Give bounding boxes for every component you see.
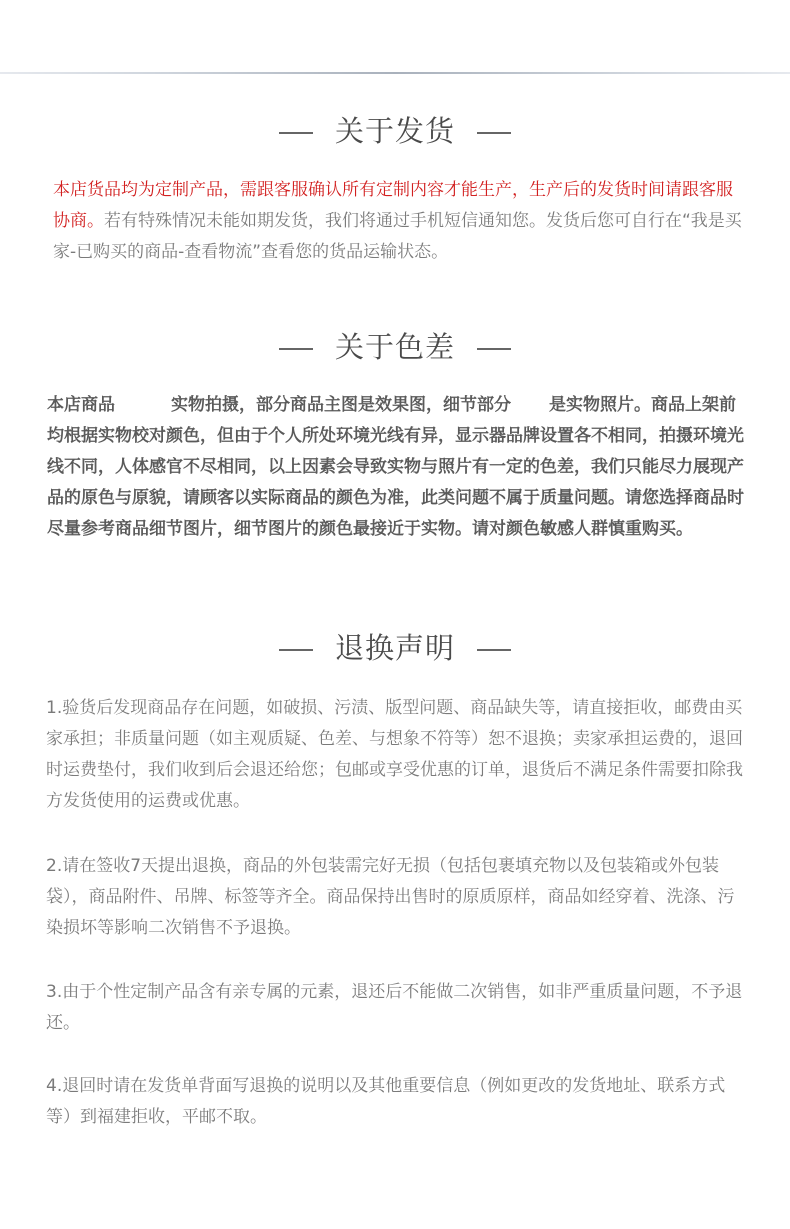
top-divider	[0, 72, 790, 74]
color-diff-part3: 是实物照片。商品上架前均根据实物校对颜色，但由于个人所处环境光线有异，显示器品牌设置各不相同，拍摄环境光线不同，人体感官不尽相同，以上因素会导致实物与照片有一定的色差，我们只能尽力展现产品的原色与原貌，请顾客以实际商品的颜色为准，此类问题不属于质量问题。请您选择商品时尽量参考商品细节图片，细节图片的颜色最接近于实物。请对颜色敏感人群慎重购买。	[47, 395, 744, 539]
returns-heading-text: 退换声明	[334, 631, 455, 665]
returns-item-4: 4.退回时请在发货单背面写退换的说明以及其他重要信息（例如更改的发货地址、联系方式等）到福建拒收，平邮不取。	[46, 1076, 726, 1127]
heading-dash-right	[477, 649, 511, 651]
returns-item-2: 2.请在签收7天提出退换，商品的外包装需完好无损（包括包裹填充物以及包装箱或外包装袋），商品附件、吊牌、标签等齐全。商品保持出售时的原质原样，商品如经穿着、洗涤、污染损坏等影响二次销售不予退换。	[46, 856, 735, 938]
heading-dash-left	[279, 348, 313, 350]
color-diff-heading	[0, 327, 790, 367]
shipping-heading-text: 关于发货	[334, 114, 455, 148]
shipping-red-text: 本店货品均为定制产品，需跟客服确认所有定制内容才能生产，生产后的发货时间请跟客服协商。	[53, 180, 733, 231]
shipping-normal-text: 若有特殊情况未能如期发货，我们将通过手机短信通知您。发货后您可自行在“我是买家-已购买的商品-查看物流”查看您的货品运输状态。	[53, 211, 742, 262]
color-diff-part2: 实物拍摄，部分商品主图是效果图，细节部分	[171, 395, 511, 415]
heading-dash-right	[477, 132, 511, 134]
returns-item-1: 1.验货后发现商品存在问题，如破损、污渍、版型问题、商品缺失等，请直接拒收，邮费由买家承担；非质量问题（如主观质疑、色差、与想象不符等）恕不退换；卖家承担运费的，退回时运费垫付，我们收到后会退还给您；包邮或享受优惠的订单，退货后不满足条件需要扣除我方发货使用的运费或优惠。	[46, 698, 743, 811]
shipping-paragraph	[53, 175, 743, 268]
color-diff-heading-text: 关于色差	[334, 330, 455, 364]
returns-item-3: 3.由于个性定制产品含有亲专属的元素，退还后不能做二次销售，如非严重质量问题，不予退还。	[46, 982, 743, 1033]
color-diff-paragraph	[47, 390, 749, 545]
heading-dash-right	[477, 348, 511, 350]
shipping-heading	[0, 111, 790, 151]
heading-dash-left	[279, 649, 313, 651]
heading-dash-left	[279, 132, 313, 134]
returns-heading	[0, 628, 790, 668]
color-diff-part1: 本店商品	[47, 395, 115, 415]
